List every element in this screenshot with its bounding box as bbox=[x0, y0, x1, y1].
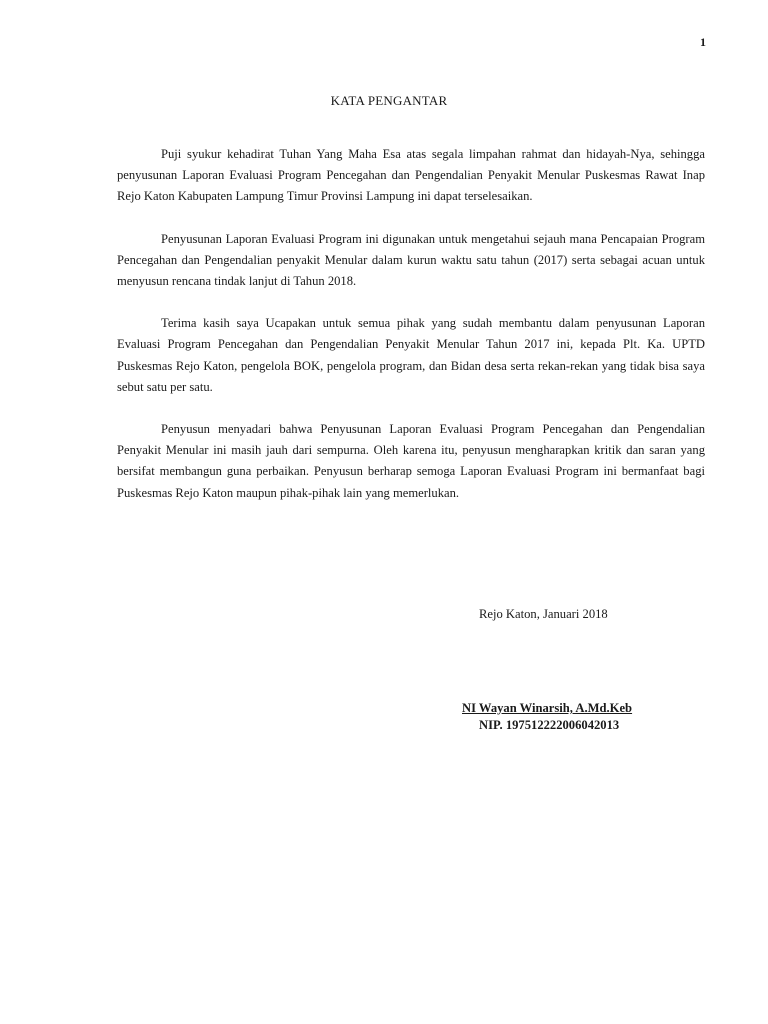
paragraph-purpose: Penyusunan Laporan Evaluasi Program ini digunakan untuk mengetahui sejauh mana Pencapaian Program Pencegahan dan Pengendalian penyakit Menular dalam kurun waktu satu tahun (2017) serta sebagai acuan untuk menyusun rencana tindak lanjut di Tahun 2018. bbox=[117, 231, 705, 289]
signer-name: NI Wayan Winarsih, A.Md.Keb bbox=[462, 701, 633, 715]
paragraph-thanks: Terima kasih saya Ucapakan untuk semua pihak yang sudah membantu dalam penyusunan Laporan Evaluasi Program Pencegahan dan Pengendalian Penyakit Menular Tahun 2017 ini, kepada Plt. Ka. UPTD Puskesmas Rejo Katon, pengelola BOK, pengelola program, dan Bidan desa serta rekan-rekan yang tidak bisa saya sebut satu per satu. bbox=[117, 316, 705, 394]
place-date: Rejo Katon, Januari 2018 bbox=[479, 607, 608, 621]
page-title: KATA PENGANTAR bbox=[330, 93, 448, 108]
body-text bbox=[117, 144, 705, 525]
paragraph-closing: Penyusun menyadari bahwa Penyusunan Laporan Evaluasi Program Pencegahan dan Pengendalian Penyakit Menular ini masih jauh dari sempurna. Oleh karena itu, penyusun mengharapkan kritik dan saran yang bersifat membangun guna perbaikan. Penyusun berharap semoga Laporan Evaluasi Program ini bermanfaat bagi Puskesmas Rejo Katon maupun pihak-pihak lain yang memerlukan. bbox=[117, 422, 705, 500]
page-number: 1 bbox=[700, 35, 706, 49]
signer-nip: NIP. 197512222006042013 bbox=[479, 718, 620, 732]
paragraph-gratitude: Puji syukur kehadirat Tuhan Yang Maha Esa atas segala limpahan rahmat dan hidayah-Nya, sehingga penyusunan Laporan Evaluasi Program Pencegahan dan Pengendalian Penyakit Menular Puskesmas Rawat Inap Rejo Katon Kabupaten Lampung Timur Provinsi Lampung ini dapat terselesaikan. bbox=[117, 147, 705, 204]
